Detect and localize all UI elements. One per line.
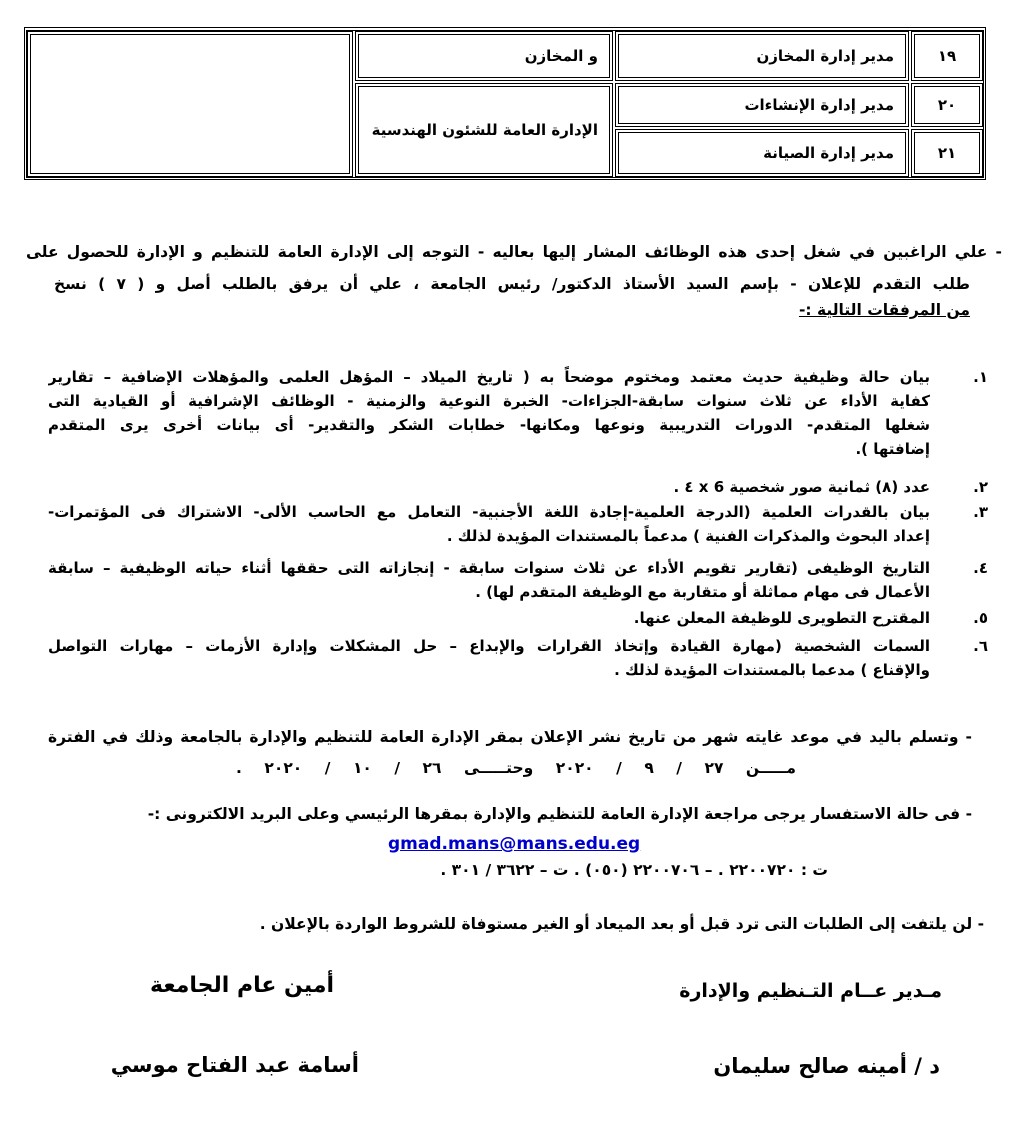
row-number: ٢١ [911,129,983,177]
item-line: والإقناع ) مدعما بالمستندات المؤيدة لذلك . [614,661,930,679]
signature-name-left: أسامة عبد الفتاح موسي [110,1053,359,1077]
job-title: مدير إدارة الصيانة [615,129,909,177]
department: و المخازن [355,31,613,81]
submission-dates: مـــــن ٢٧ / ٩ / ٢٠٢٠ وحتـــــى ٢٦ / ١٠ / ٢٠٢٠ . [236,759,796,777]
intro-line: من المرفقات التالية :- [798,301,970,319]
notice-line: - لن يلتفت إلى الطلبات التى ترد قبل أو بعد الميعاد أو الغير مستوفاة للشروط الواردة بالإعلان . [259,915,984,933]
list-item [48,556,988,606]
row-number: ٢٠ [911,83,983,127]
item-line: كفاية الأداء عن ثلاث سنوات سابقة-الجزاءات- الخبرة النوعية والزمنية - الوظائف الإشرافية أو القيادية التى [48,392,930,410]
item-line: شغلها المتقدم- الدورات التدريبية ونوعها ومكانها- خطابات الشكر والتقدير- أى بيانات أخرى يرى المتقدم [48,416,930,434]
item-line: الأعمال فى مهام مماثلة أو متقاربة مع الوظيفة المتقدم لها) . [475,583,930,601]
jobs-table [24,27,986,180]
submission-line: - وتسلم باليد في موعد غايته شهر من تاريخ نشر الإعلان بمقر الإدارة العامة للتنظيم والإدارة بالجامعة وذلك في الفترة [48,728,972,746]
list-item [48,606,988,632]
row-number: ١٩ [911,31,983,81]
job-title: مدير إدارة الإنشاءات [615,83,909,127]
item-line: المقترح التطويرى للوظيفة المعلن عنها. [633,609,930,627]
intro-line: طلب التقدم للإعلان - بإسم السيد الأستاذ الدكتور/ رئيس الجامعة ، علي أن يرفق بالطلب أصل و ( ٧ ) نسخ [54,275,970,293]
inquiry-line: - فى حالة الاستفسار يرجى مراجعة الإدارة العامة للتنظيم والإدارة بمقرها الرئيسي وعلى البريد الالكترونى :- [147,805,972,823]
item-line: إعداد البحوث والمذكرات الفنية ) مدعماً بالمستندات المؤيدة لذلك . [446,527,930,545]
item-line: بيان حالة وظيفية حديث معتمد ومختوم موضحاً به ( تاريخ الميلاد – المؤهل العلمى والمؤهلات الإضافية – تقارير [48,368,930,386]
list-item [48,500,988,550]
contact-email-link[interactable]: gmad.mans@mans.edu.eg [388,834,641,854]
item-line: التاريخ الوظيفى (تقارير تقويم الأداء عن ثلاث سنوات سابقة - إنجازاته التى حققها أثناء حياته الوظيفية – سابقة [48,559,930,577]
job-title: مدير إدارة المخازن [615,31,909,81]
item-line: إضافتها ). [855,440,930,458]
item-number: ٣. [973,503,988,521]
list-item [48,365,988,465]
list-item [48,475,988,501]
phone-numbers: ت : ٢٢٠٠٧٢٠ . – ٢٢٠٠٧٠٦ (٠٥٠) . ت – ٣٦٢٢ / ٣٠١ . [440,861,828,879]
item-number: ٥. [973,609,988,627]
item-number: ١. [973,368,988,386]
signature-title-right: مـدير عــام التـنظيم والإدارة [679,980,942,1002]
blank-cell [27,31,353,177]
intro-line: - علي الراغبين في شغل إحدى هذه الوظائف المشار إليها بعاليه - التوجه إلى الإدارة العامة للتنظيم و الإدارة للحصول على [26,243,1002,261]
item-line: بيان بالقدرات العلمية (الدرجة العلمية-إجادة اللغة الأجنبية- التعامل مع الحاسب الألى- الاشتراك فى المؤتمرات- [48,503,930,521]
signature-name-right: د / أمينه صالح سليمان [713,1054,940,1078]
item-line: السمات الشخصية (مهارة القيادة وإتخاذ القرارات والإبداع – حل المشكلات وإدارة الأزمات – مهارات التواصل [48,637,930,655]
item-number: ٦. [973,637,988,655]
item-number: ٢. [973,478,988,496]
item-line: عدد (٨) ثمانية صور شخصية 6 x ٤ . [673,478,930,496]
item-number: ٤. [973,559,988,577]
list-item [48,634,988,684]
signature-title-left: أمين عام الجامعة [150,973,334,998]
department: الإدارة العامة للشئون الهندسية [355,83,613,177]
